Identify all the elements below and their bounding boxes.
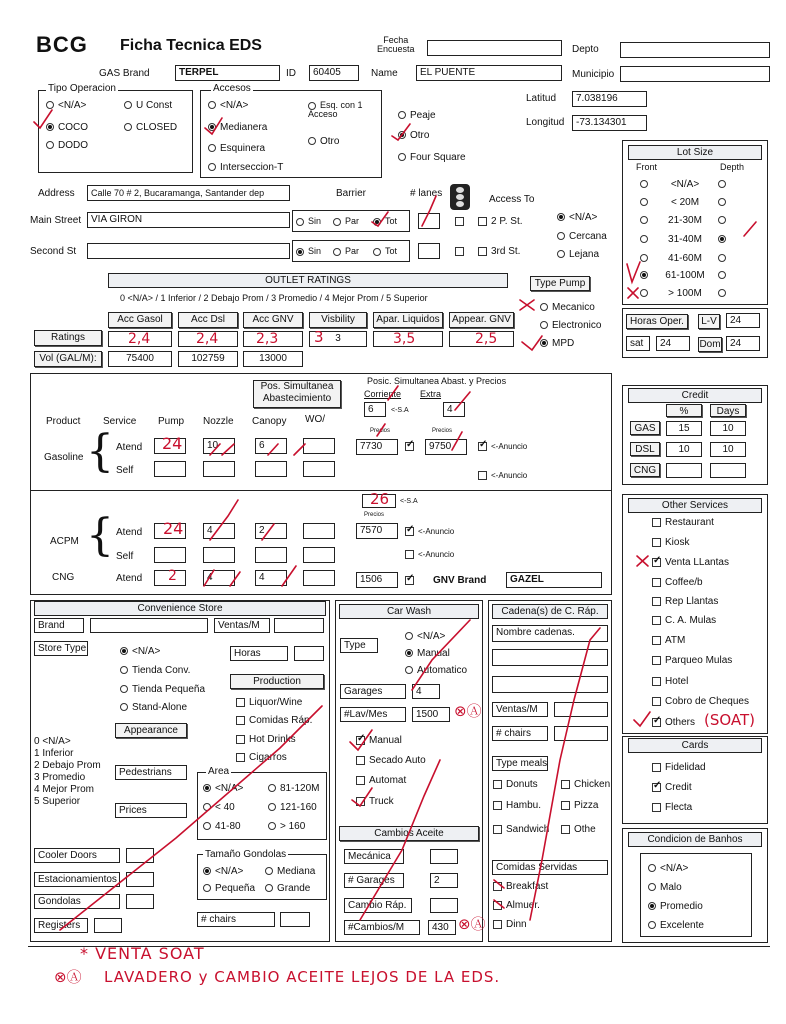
gas-nozzle-self[interactable] — [203, 461, 235, 477]
acpm-nozzle-atend[interactable]: 4 — [203, 523, 235, 539]
pump-header: Pump — [158, 416, 185, 427]
handwritten-pump-gas: 24 — [162, 434, 183, 453]
gas-brand-label: GAS Brand — [99, 68, 150, 79]
cng-price-check[interactable] — [405, 576, 418, 586]
card-credit[interactable]: ✓Credit — [652, 783, 692, 793]
cards-title: Cards — [628, 738, 762, 753]
store-brand-label: Brand — [34, 618, 84, 633]
gnv-brand-label: GNV Brand — [433, 575, 487, 586]
banos-promedio[interactable]: Promedio — [648, 902, 703, 912]
acpm-price[interactable]: 7570 — [356, 523, 398, 539]
lv-field[interactable]: 24 — [726, 313, 760, 328]
municipio-field[interactable] — [620, 66, 770, 82]
store-prices-label: Prices — [115, 803, 187, 818]
vol-button[interactable]: Vol (GAL/M): — [34, 351, 102, 367]
pos-simultanea-box: Pos. Simultanea Abastecimiento — [253, 380, 341, 408]
credit-pct-label: % — [666, 404, 702, 417]
acpm-wo-atend[interactable] — [303, 523, 335, 539]
gas-anuncio-check-2[interactable]: <-Anuncio — [478, 471, 527, 481]
bcg-logo: BCG — [36, 32, 88, 57]
sat-field[interactable]: 24 — [656, 336, 690, 351]
name-label: Name — [371, 68, 398, 79]
otro-option[interactable]: Otro — [398, 131, 429, 141]
car-wash-title: Car Wash — [339, 604, 479, 619]
comidas-almuer[interactable]: Almuer. — [493, 901, 540, 911]
address-field[interactable]: Calle 70 # 2, Bucaramanga, Santander dep — [87, 185, 290, 201]
acpm-anuncio-check-1[interactable]: ✓ <-Anuncio — [405, 527, 454, 537]
handwritten-pump-cng: 2 — [168, 568, 177, 584]
second-lanes-field[interactable] — [418, 243, 440, 259]
main-barrier-par[interactable]: Par — [333, 217, 359, 226]
acpm-pump-self[interactable] — [154, 547, 186, 563]
id-field[interactable]: 60405 — [309, 65, 359, 81]
meal-pizza[interactable]: Pizza — [561, 801, 598, 811]
sa-label-top: <-S.A — [391, 407, 409, 414]
gas-canopy-self[interactable] — [255, 461, 287, 477]
acpm-canopy-atend[interactable]: 2 — [255, 523, 287, 539]
cambios-garages-field[interactable]: 2 — [430, 873, 458, 888]
tipo-operacion-title: Tipo Operacion — [48, 83, 116, 94]
credit-cng-days[interactable] — [710, 463, 746, 478]
cadena-comidas-label: Comidas Servidas — [492, 860, 608, 875]
gasoline-brace: { — [86, 426, 114, 477]
store-hot-drinks[interactable]: Hot Drinks — [236, 735, 296, 745]
second-barrier-par[interactable]: Par — [333, 247, 359, 256]
main-street-field[interactable]: VIA GIRON — [87, 212, 290, 228]
handwritten-note-line1: * VENTA SOAT — [80, 944, 205, 963]
accesos-option-esq[interactable]: Esq. con 1 Acceso — [308, 100, 363, 119]
tam-grande[interactable]: Grande — [265, 884, 310, 894]
store-scale-4: 4 Mejor Prom — [34, 784, 95, 795]
cng-nozzle-atend[interactable]: 4 — [203, 570, 235, 586]
gas-wo-atend[interactable] — [303, 438, 335, 454]
access-to-label: Access To — [489, 194, 535, 205]
id-label: ID — [286, 68, 296, 79]
nozzle-header: Nozzle — [203, 416, 234, 427]
meal-sandwich[interactable]: Sandwich — [493, 825, 549, 835]
visibility-button[interactable]: Visbility — [309, 312, 367, 328]
cambio-rapido-field[interactable] — [430, 898, 458, 913]
handwritten-rating-6: 2,5 — [475, 331, 498, 347]
gas-anuncio-check-1[interactable]: ✓ <-Anuncio — [478, 442, 527, 452]
pump-electronico[interactable]: Electronico — [540, 321, 601, 331]
lot-size-title: Lot Size — [628, 145, 762, 160]
municipio-label: Municipio — [572, 69, 615, 80]
store-chairs-field[interactable] — [280, 912, 310, 927]
store-scale-3: 3 Promedio — [34, 772, 86, 783]
cadena-chairs-label: # chairs — [492, 726, 548, 741]
car-wash-type-label: Type — [340, 638, 378, 653]
store-estac-field[interactable] — [126, 872, 154, 887]
comidas-breakfast[interactable]: Breakfast — [493, 882, 548, 892]
vol-gasol[interactable]: 75400 — [108, 351, 172, 367]
tipo-option-closed[interactable]: CLOSED — [124, 123, 177, 133]
credit-dsl-label: DSL — [630, 442, 660, 456]
store-type-tienda-pequena[interactable]: Tienda Pequeña — [120, 685, 205, 695]
lanes-label: # lanes — [410, 188, 443, 199]
car-wash-lav-field[interactable]: 1500 — [412, 707, 450, 722]
access-lejana[interactable]: Lejana — [557, 250, 599, 260]
acc-gasol-button[interactable]: Acc Gasol — [108, 312, 172, 328]
cadena-nombre-field[interactable]: Nombre cadenas. — [492, 625, 608, 642]
main-barrier-tot[interactable]: Tot — [373, 217, 397, 226]
acc-gnv-button[interactable]: Acc GNV — [243, 312, 303, 328]
credit-gas-label: GAS — [630, 421, 660, 435]
handwritten-pump-acpm: 24 — [163, 519, 184, 538]
main-check-a[interactable] — [455, 217, 468, 227]
service-hotel[interactable]: Hotel — [652, 677, 688, 687]
second-check-a[interactable] — [455, 247, 468, 257]
lot-row-6[interactable]: > 100M — [640, 289, 730, 299]
cambios-aceite-title: Cambios Aceite — [339, 826, 479, 841]
store-cooler-field[interactable] — [126, 848, 154, 863]
acpm-anuncio-check-2[interactable]: <-Anuncio — [405, 550, 454, 560]
extra-label: Extra — [420, 389, 442, 399]
cadena-title: Cadena(s) de C. Ráp. — [492, 604, 608, 619]
car-wash-secado-check[interactable]: Secado Auto — [356, 756, 426, 766]
address-label: Address — [38, 188, 75, 199]
vol-dsl[interactable]: 102759 — [178, 351, 238, 367]
car-wash-garages-field[interactable]: 4 — [412, 684, 440, 699]
cadena-field-2[interactable] — [492, 649, 608, 666]
store-cigarros[interactable]: Cigarros — [236, 753, 287, 763]
meal-donuts[interactable]: Donuts — [493, 780, 538, 790]
second-barrier-sin[interactable]: Sin — [296, 247, 321, 256]
access-na[interactable]: <N/A> — [557, 213, 597, 223]
meal-othe[interactable]: Othe — [561, 825, 596, 835]
canopy-header: Canopy — [252, 416, 287, 427]
acpm-wo-self[interactable] — [303, 547, 335, 563]
pump-mecanico[interactable]: Mecanico — [540, 303, 595, 313]
credit-cng-label: CNG — [630, 463, 660, 477]
store-pedestrians-label: Pedestrians — [115, 765, 187, 780]
cambios-mes-label: #Cambios/M — [344, 920, 420, 935]
car-wash-na[interactable]: <N/A> — [405, 632, 445, 642]
store-brand-field[interactable] — [90, 618, 208, 633]
service-kiosk[interactable]: Kiosk — [652, 538, 689, 548]
banos-malo[interactable]: Malo — [648, 883, 682, 893]
lot-front-label: Front — [636, 162, 658, 172]
car-wash-manual[interactable]: Manual — [405, 649, 450, 659]
gnv-brand-field[interactable]: GAZEL — [506, 572, 602, 588]
traffic-light-icon — [450, 184, 470, 210]
store-area-title: Area — [208, 766, 230, 777]
second-barrier-tot[interactable]: Tot — [373, 247, 397, 256]
service-ca-mulas[interactable]: C. A. Mulas — [652, 616, 716, 626]
handwritten-cambios-marker: ⊗Ⓐ — [458, 915, 486, 933]
store-ventas-label: Ventas/M — [214, 618, 270, 633]
credit-dsl-days[interactable]: 10 — [710, 442, 746, 457]
gas-canopy-atend[interactable]: 6 — [255, 438, 287, 454]
handwritten-rating-5: 3,5 — [393, 331, 416, 347]
cadena-type-meals-label: Type meals — [492, 756, 548, 771]
service-others[interactable]: ✓Others — [652, 718, 695, 728]
second-street-label: Second St — [30, 246, 77, 257]
store-comidas[interactable]: Comidas Ráp. — [236, 716, 312, 726]
latitud-field[interactable]: 7.038196 — [572, 91, 647, 107]
tam-na[interactable]: <N/A> — [203, 867, 243, 877]
four-square-option[interactable]: Four Square — [398, 153, 466, 163]
area-41-80[interactable]: 41-80 — [203, 822, 241, 832]
store-type-stand-alone[interactable]: Stand-Alone — [120, 703, 187, 713]
gas-prices-label-1: Precios — [370, 428, 391, 434]
appear-gnv-button[interactable]: Appear. GNV — [449, 312, 514, 328]
peaje-option[interactable]: Peaje — [398, 111, 436, 121]
gas-wo-self[interactable] — [303, 461, 335, 477]
handwritten-others-note: (SOAT) — [704, 711, 756, 729]
barrier-label: Barrier — [336, 188, 367, 199]
extra-field[interactable]: 4 — [443, 402, 465, 417]
service-venta-llantas[interactable]: ✓Venta LLantas — [652, 558, 729, 568]
service-restaurant[interactable]: Restaurant — [652, 518, 714, 528]
store-horas-field[interactable] — [294, 646, 324, 661]
service-coffee[interactable]: Coffee/b — [652, 578, 703, 588]
acpm-nozzle-self[interactable] — [203, 547, 235, 563]
store-scale-1: 1 Inferior — [34, 748, 74, 759]
gas-prices-label-2: Precios — [432, 428, 453, 434]
car-wash-manual-check[interactable]: ✓Manual — [356, 736, 402, 746]
accesos-option-esquinera[interactable]: Esquinera — [208, 144, 265, 154]
acpm-canopy-self[interactable] — [255, 547, 287, 563]
service-cobro-cheques[interactable]: Cobro de Cheques — [652, 697, 749, 707]
cambio-rapido-label: Cambio Ráp. — [344, 898, 412, 913]
area-121-160[interactable]: 121-160 — [268, 803, 317, 813]
acpm-atend-label: Atend — [116, 527, 143, 538]
acpm-self-label: Self — [116, 551, 134, 562]
lot-row-2[interactable]: 21-30M — [640, 216, 730, 226]
cambios-mes-field[interactable]: 430 — [428, 920, 456, 935]
credit-cng-pct[interactable] — [666, 463, 702, 478]
handwritten-rating-3: 2,3 — [256, 331, 279, 347]
lot-depth-label: Depth — [720, 162, 745, 172]
service-atm[interactable]: ATM — [652, 636, 685, 646]
store-production-label: Production — [230, 674, 324, 689]
store-appearance-label: Appearance — [115, 723, 187, 738]
longitud-label: Longitud — [526, 117, 565, 128]
card-flecta[interactable]: Flecta — [652, 803, 692, 813]
area-81-120[interactable]: 81-120M — [268, 784, 319, 794]
service-rep-llantas[interactable]: Rep Llantas — [652, 597, 718, 607]
store-cooler-label: Cooler Doors — [34, 848, 120, 863]
credit-days-label: Days — [710, 404, 746, 417]
wo-header: WO/ — [305, 414, 325, 425]
gasoline-label: Gasoline — [44, 452, 84, 463]
car-wash-automatico[interactable]: Automatico — [405, 666, 467, 676]
gas-atend-label: Atend — [116, 442, 143, 453]
banos-excelente[interactable]: Excelente — [648, 921, 704, 931]
tam-mediana[interactable]: Mediana — [265, 867, 315, 877]
ratings-button[interactable]: Ratings — [34, 330, 102, 346]
cng-label: CNG — [52, 572, 75, 583]
depto-field[interactable] — [620, 42, 770, 58]
store-ventas-field[interactable] — [274, 618, 324, 633]
store-registers-field[interactable] — [94, 918, 122, 933]
credit-gas-pct[interactable]: 15 — [666, 421, 702, 436]
fecha-label: Fecha Encuesta — [377, 35, 415, 54]
corriente-label: Corriente — [364, 389, 402, 399]
card-fidelidad[interactable]: Fidelidad — [652, 763, 706, 773]
car-wash-truck-check[interactable]: Truck — [356, 797, 394, 807]
store-estac-label: Estacionamientos — [34, 872, 120, 887]
handwritten-rating-2: 2,4 — [196, 331, 219, 347]
rating-visibility[interactable]: 3 — [309, 331, 367, 347]
cambios-garages-label: # Garages — [344, 873, 404, 888]
vol-gnv[interactable]: 13000 — [243, 351, 303, 367]
cadena-field-3[interactable] — [492, 676, 608, 693]
credit-dsl-pct[interactable]: 10 — [666, 442, 702, 457]
acpm-brace: { — [86, 510, 114, 561]
acpm-label: ACPM — [50, 536, 79, 547]
second-street-field[interactable] — [87, 243, 290, 259]
accesos-title: Accesos — [213, 83, 251, 94]
meal-chicken[interactable]: Chicken — [561, 780, 610, 790]
gas-pump-self[interactable] — [154, 461, 186, 477]
store-type-label: Store Type — [34, 641, 88, 656]
convenience-store-title: Convenience Store — [34, 601, 326, 616]
name-field[interactable]: EL PUENTE — [416, 65, 562, 81]
banos-title: Condicion de Banhos — [628, 832, 762, 847]
posic-simultanea-label: Posic. Simultanea Abast. y Precios — [367, 376, 507, 386]
banos-na[interactable]: <N/A> — [648, 864, 688, 874]
store-horas-label: Horas — [230, 646, 288, 661]
pump-mpd[interactable]: MPD — [540, 339, 574, 349]
form-title: Ficha Tecnica EDS — [120, 37, 262, 54]
main-lanes-field[interactable] — [418, 213, 440, 229]
lot-row-3[interactable]: 31-40M — [640, 235, 730, 245]
gas-brand-field[interactable]: TERPEL — [175, 65, 280, 81]
sat-label: sat — [626, 336, 650, 351]
cadena-ventas-field[interactable] — [554, 702, 608, 717]
main-check-2pst[interactable]: 2 P. St. — [478, 217, 523, 227]
cng-price[interactable]: 1506 — [356, 572, 398, 588]
cng-canopy-atend[interactable]: 4 — [255, 570, 287, 586]
acpm-prices-label: Precios — [364, 512, 385, 518]
handwritten-note-marker: ⊗Ⓐ — [54, 968, 82, 986]
accesos-option-otro[interactable]: Otro — [308, 137, 339, 147]
product-header: Product — [46, 416, 81, 427]
lot-row-1[interactable]: < 20M — [640, 198, 730, 208]
area-lt-40[interactable]: < 40 — [203, 803, 235, 813]
store-registers-label: Registers — [34, 918, 88, 933]
area-gt-160[interactable]: > 160 — [268, 822, 305, 832]
tipo-option-coco[interactable]: COCO — [46, 123, 88, 133]
credit-title: Credit — [628, 388, 762, 403]
store-gondolas-label: Gondolas — [34, 894, 120, 909]
car-wash-garages-label: Garages — [340, 684, 406, 699]
type-pump-title: Type Pump — [530, 276, 590, 291]
access-cercana[interactable]: Cercana — [557, 232, 607, 242]
store-chairs-label: # chairs — [197, 912, 275, 927]
latitud-label: Latitud — [526, 93, 557, 104]
lot-row-5[interactable]: 61-100M — [640, 271, 730, 281]
outlet-ratings-legend: 0 <N/A> / 1 Inferior / 2 Debajo Prom / 3 Promedio / 4 Mejor Prom / 5 Superior — [120, 293, 428, 303]
handwritten-note-line2: LAVADERO y CAMBIO ACEITE LEJOS DE LA EDS. — [104, 968, 501, 986]
depto-label: Depto — [572, 44, 599, 55]
service-parqueo-mulas[interactable]: Parqueo Mulas — [652, 656, 732, 666]
main-street-label: Main Street — [30, 215, 82, 226]
handwritten-lav-marker: ⊗Ⓐ — [454, 702, 482, 720]
second-check-3rdst[interactable]: 3rd St. — [478, 247, 520, 257]
product-divider — [30, 490, 612, 491]
accesos-option-medianera[interactable]: Medianera — [208, 123, 267, 133]
tam-pequena[interactable]: Pequeña — [203, 884, 255, 894]
horas-oper-label: Horas Oper. — [626, 314, 688, 329]
meal-hambu[interactable]: Hambu. — [493, 801, 541, 811]
handwritten-rating-4: 3 — [314, 328, 324, 346]
store-type-tienda-conv[interactable]: Tienda Conv. — [120, 666, 190, 676]
store-liquor[interactable]: Liquor/Wine — [236, 698, 302, 708]
accesos-option-interseccion[interactable]: Interseccion-T — [208, 163, 283, 173]
tipo-option-na[interactable]: <N/A> — [46, 101, 86, 111]
area-na[interactable]: <N/A> — [203, 784, 243, 794]
store-gondolas-field[interactable] — [126, 894, 154, 909]
handwritten-rating-1: 2,4 — [128, 331, 151, 347]
cambios-mecanica-field[interactable] — [430, 849, 458, 864]
credit-gas-days[interactable]: 10 — [710, 421, 746, 436]
car-wash-automat-check[interactable]: Automat — [356, 776, 406, 786]
cambios-mecanica-label: Mecánica — [344, 849, 404, 864]
tipo-option-uconst[interactable]: U Const — [124, 101, 172, 111]
dom-field[interactable]: 24 — [726, 336, 760, 351]
lot-row-0[interactable]: <N/A> — [640, 180, 730, 190]
store-scale-2: 2 Debajo Prom — [34, 760, 101, 771]
cadena-chairs-field[interactable] — [554, 726, 608, 741]
outlet-ratings-title: OUTLET RATINGS — [108, 273, 508, 288]
car-wash-lav-label: #Lav/Mes — [340, 707, 406, 722]
store-type-na[interactable]: <N/A> — [120, 647, 160, 657]
service-header: Service — [103, 416, 137, 427]
gas-self-label: Self — [116, 465, 134, 476]
gas-price-check-1[interactable] — [405, 442, 418, 452]
main-barrier-sin[interactable]: Sin — [296, 217, 321, 226]
tipo-option-dodo[interactable]: DODO — [46, 141, 88, 151]
handwritten-sa: 26 — [370, 490, 390, 508]
store-scale-5: 5 Superior — [34, 796, 81, 807]
fecha-field[interactable] — [427, 40, 562, 56]
apar-liquidos-button[interactable]: Apar. Liquidos — [373, 312, 443, 328]
store-scale-0: 0 <N/A> — [34, 736, 71, 747]
dom-label: Dom — [699, 339, 721, 350]
corriente-field[interactable]: 6 — [364, 402, 386, 417]
accesos-option-na[interactable]: <N/A> — [208, 101, 248, 111]
store-tam-title: Tamaño Gondolas — [205, 849, 287, 860]
other-services-title: Other Services — [628, 498, 762, 513]
cng-wo-atend[interactable] — [303, 570, 335, 586]
acc-dsl-button[interactable]: Acc Dsl — [178, 312, 238, 328]
comidas-dinn[interactable]: Dinn — [493, 920, 527, 930]
lot-row-4[interactable]: 41-60M — [640, 254, 730, 264]
cng-atend-label: Atend — [116, 573, 143, 584]
lv-label: L-V — [698, 314, 720, 329]
sa-label-mid: <-S.A — [400, 498, 418, 505]
gas-nozzle-atend[interactable]: 10 — [203, 438, 235, 454]
gas-price-corriente[interactable]: 7730 — [356, 439, 398, 455]
gas-price-extra[interactable]: 9750 — [425, 439, 467, 455]
longitud-field[interactable]: -73.134301 — [572, 115, 647, 131]
cadena-ventas-label: Ventas/M — [492, 702, 548, 717]
